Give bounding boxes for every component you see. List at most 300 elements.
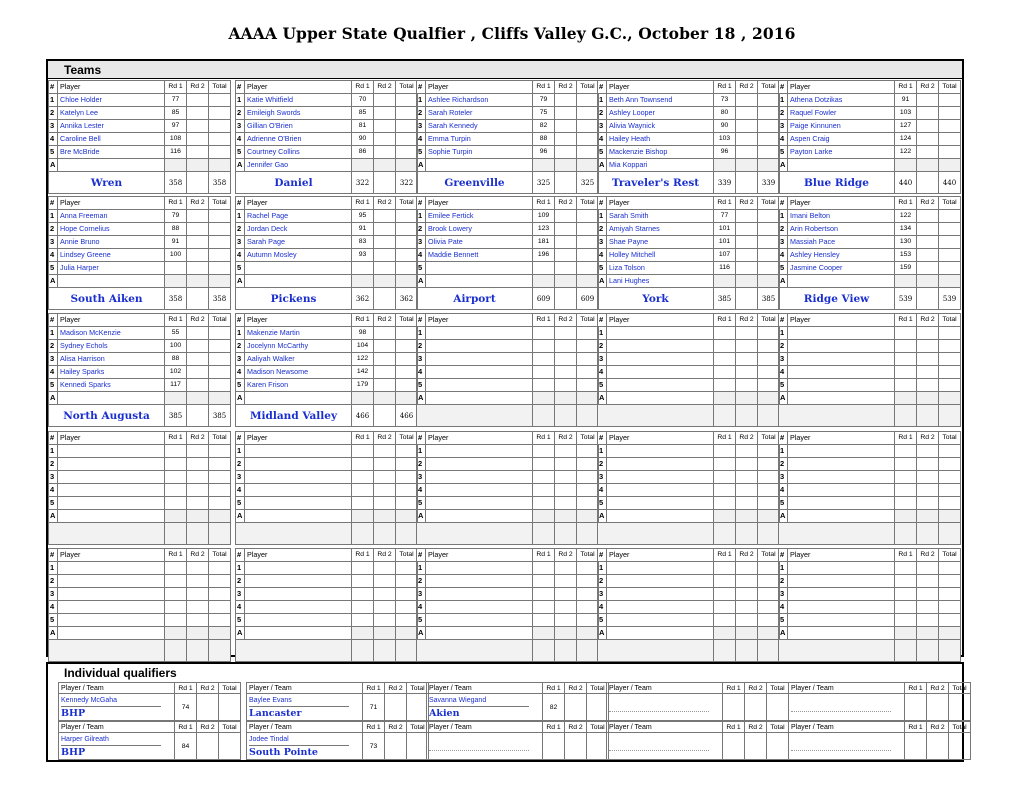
player-rd2 (736, 497, 758, 510)
alternate-label: A (779, 627, 788, 640)
player-row (236, 133, 418, 146)
player-row (598, 249, 780, 262)
player-rd2 (187, 588, 209, 601)
total-header: Total (587, 683, 609, 694)
alternate-name: Lani Hughes (607, 275, 714, 288)
rd2-header: Rd 2 (917, 197, 939, 210)
rd2-header: Rd 2 (187, 432, 209, 445)
qualifier-entry (59, 694, 175, 721)
player-total (396, 94, 418, 107)
total-header: Total (209, 549, 231, 562)
team-total-row (236, 172, 418, 194)
player-name (788, 327, 895, 340)
rd2-header: Rd 2 (927, 683, 949, 694)
team-block (235, 196, 418, 310)
player-header: Player (245, 81, 352, 94)
rd1-header: Rd 1 (533, 197, 555, 210)
player-rd1 (714, 588, 736, 601)
rd2-header: Rd 2 (374, 549, 396, 562)
alternate-name (788, 510, 895, 523)
qualifier-row (59, 733, 241, 760)
player-number: 5 (417, 262, 426, 275)
num-header: # (779, 81, 788, 94)
player-name (245, 601, 352, 614)
team-total: 339 (758, 172, 780, 194)
player-rd2 (736, 120, 758, 133)
num-header: # (417, 549, 426, 562)
qualifier-entry (59, 733, 175, 760)
rd2-header: Rd 2 (917, 314, 939, 327)
team-rd1: 539 (895, 288, 917, 310)
player-total (758, 120, 780, 133)
player-total (396, 146, 418, 159)
player-rd2 (736, 236, 758, 249)
player-rd2 (187, 497, 209, 510)
player-rd1 (895, 614, 917, 627)
player-row (236, 146, 418, 159)
player-header: Player (58, 81, 165, 94)
alternate-label: A (779, 275, 788, 288)
teams-section-label: Teams (64, 63, 102, 77)
player-row (236, 236, 418, 249)
player-row (49, 497, 231, 510)
player-number: 4 (236, 484, 245, 497)
player-number: 3 (49, 120, 58, 133)
player-total (209, 210, 231, 223)
rd1-header: Rd 1 (165, 81, 187, 94)
team-total: 385 (758, 288, 780, 310)
team-rd2 (917, 288, 939, 310)
rd1-header: Rd 1 (723, 683, 745, 694)
player-name: Emilee Fertick (426, 210, 533, 223)
player-total (939, 120, 961, 133)
player-name (58, 471, 165, 484)
team-total-row (417, 640, 599, 662)
player-rd2 (555, 353, 577, 366)
player-rd1 (352, 497, 374, 510)
player-total (577, 614, 599, 627)
team-block (416, 548, 599, 662)
total-header: Total (939, 197, 961, 210)
alternate-label: A (417, 627, 426, 640)
player-row (236, 471, 418, 484)
player-row (779, 210, 961, 223)
player-rd1 (714, 340, 736, 353)
player-rd1: 86 (352, 146, 374, 159)
player-rd2 (736, 379, 758, 392)
player-number: 4 (49, 601, 58, 614)
player-rd1: 117 (165, 379, 187, 392)
player-total (209, 236, 231, 249)
player-number: 4 (49, 484, 58, 497)
player-rd1: 82 (533, 120, 555, 133)
player-number: 1 (236, 562, 245, 575)
player-total (577, 353, 599, 366)
alternate-name: Jennifer Gao (245, 159, 352, 172)
player-name: Paige Kinnunen (788, 120, 895, 133)
qualifier-rd1 (905, 694, 927, 721)
player-rd2 (917, 94, 939, 107)
player-number: 2 (236, 223, 245, 236)
num-header: # (49, 549, 58, 562)
player-rd2 (187, 210, 209, 223)
player-number: 3 (236, 236, 245, 249)
team-total-row (236, 288, 418, 310)
player-rd1: 122 (895, 146, 917, 159)
team-rd1: 609 (533, 288, 555, 310)
player-number: 3 (779, 353, 788, 366)
player-rd2 (736, 484, 758, 497)
team-block (778, 313, 961, 427)
player-rd2 (736, 366, 758, 379)
player-row (598, 379, 780, 392)
player-name (607, 497, 714, 510)
rd1-header: Rd 1 (895, 549, 917, 562)
player-rd1: 101 (714, 223, 736, 236)
player-rd2 (187, 366, 209, 379)
player-number: 1 (598, 210, 607, 223)
team-total: 325 (577, 172, 599, 194)
total-header: Total (939, 314, 961, 327)
player-total (396, 133, 418, 146)
player-number: 5 (779, 146, 788, 159)
player-total (758, 614, 780, 627)
player-rd1 (533, 588, 555, 601)
team-block (235, 431, 418, 545)
player-total (758, 146, 780, 159)
player-number: 1 (779, 445, 788, 458)
player-rd1 (533, 262, 555, 275)
player-rd2 (374, 601, 396, 614)
player-name: Jocelynn McCarthy (245, 340, 352, 353)
player-number: 1 (49, 94, 58, 107)
player-row (49, 445, 231, 458)
player-row (417, 575, 599, 588)
player-rd2 (736, 223, 758, 236)
qualifier-team: Akien (429, 707, 460, 719)
team-rd1: 385 (165, 405, 187, 427)
player-total (396, 249, 418, 262)
player-rd2 (555, 445, 577, 458)
player-name: Sarah Roteler (426, 107, 533, 120)
player-number: 2 (779, 107, 788, 120)
team-block (235, 313, 418, 427)
player-row (598, 601, 780, 614)
player-row (236, 327, 418, 340)
player-rd1: 100 (165, 249, 187, 262)
player-row (417, 379, 599, 392)
player-row (779, 107, 961, 120)
player-name: Alisa Harrison (58, 353, 165, 366)
total-header: Total (939, 432, 961, 445)
player-total (758, 236, 780, 249)
player-total (939, 379, 961, 392)
team-total: 362 (396, 288, 418, 310)
player-total (396, 327, 418, 340)
alternate-label: A (779, 510, 788, 523)
player-rd2 (736, 94, 758, 107)
player-total (758, 94, 780, 107)
player-name: Mackenzie Bishop (607, 146, 714, 159)
alternate-name (788, 159, 895, 172)
player-row (49, 236, 231, 249)
player-rd2 (187, 379, 209, 392)
player-total (396, 471, 418, 484)
alternate-label: A (598, 627, 607, 640)
alternate-label: A (49, 627, 58, 640)
player-name: Sarah Page (245, 236, 352, 249)
individual-qualifier-block (788, 682, 971, 721)
player-header: Player (426, 432, 533, 445)
player-rd2 (555, 327, 577, 340)
num-header: # (779, 197, 788, 210)
player-total (396, 458, 418, 471)
rd1-header: Rd 1 (723, 722, 745, 733)
player-rd2 (187, 340, 209, 353)
player-row (236, 562, 418, 575)
qualifier-rd2 (745, 694, 767, 721)
player-row (236, 614, 418, 627)
player-rd1 (714, 471, 736, 484)
qualifier-row (427, 733, 609, 760)
player-row (49, 340, 231, 353)
player-row (236, 484, 418, 497)
team-total-row (779, 640, 961, 662)
player-number: 5 (598, 379, 607, 392)
player-total (209, 379, 231, 392)
rd2-header: Rd 2 (745, 683, 767, 694)
player-row (598, 445, 780, 458)
player-total (577, 497, 599, 510)
player-name: Maddie Bennett (426, 249, 533, 262)
player-row (779, 445, 961, 458)
player-total (577, 366, 599, 379)
player-number: 3 (236, 471, 245, 484)
player-row (598, 223, 780, 236)
player-row (779, 120, 961, 133)
player-total (396, 223, 418, 236)
player-row (598, 120, 780, 133)
player-total (209, 445, 231, 458)
player-rd1 (714, 562, 736, 575)
qualifier-rd1: 73 (363, 733, 385, 760)
player-total (209, 146, 231, 159)
player-total (396, 614, 418, 627)
rd1-header: Rd 1 (363, 683, 385, 694)
num-header: # (236, 549, 245, 562)
rd2-header: Rd 2 (927, 722, 949, 733)
player-total (209, 262, 231, 275)
player-rd2 (187, 484, 209, 497)
player-rd1: 80 (714, 107, 736, 120)
player-name (245, 471, 352, 484)
player-number: 3 (417, 471, 426, 484)
player-total (396, 497, 418, 510)
alternate-name (426, 159, 533, 172)
alternate-name (788, 392, 895, 405)
player-number: 1 (49, 445, 58, 458)
player-name: Bre McBride (58, 146, 165, 159)
player-row (598, 471, 780, 484)
qualifier-name: Jodee Tindal (249, 735, 289, 743)
total-header: Total (396, 197, 418, 210)
rd1-header: Rd 1 (352, 549, 374, 562)
total-header: Total (767, 683, 789, 694)
total-header: Total (209, 197, 231, 210)
player-rd1: 79 (165, 210, 187, 223)
player-number: 2 (236, 458, 245, 471)
player-row (236, 94, 418, 107)
player-total (939, 562, 961, 575)
team-rd1: 322 (352, 172, 374, 194)
player-total (396, 588, 418, 601)
player-total (577, 120, 599, 133)
team-total-row (236, 640, 418, 662)
rd1-header: Rd 1 (895, 197, 917, 210)
rd1-header: Rd 1 (352, 432, 374, 445)
qualifier-total (767, 733, 789, 760)
alternate-row (598, 159, 780, 172)
player-name: Annie Bruno (58, 236, 165, 249)
player-name (426, 588, 533, 601)
player-rd2 (917, 575, 939, 588)
player-name (607, 353, 714, 366)
player-name (58, 614, 165, 627)
team-name: Traveler's Rest (598, 172, 714, 194)
player-rd2 (374, 340, 396, 353)
num-header: # (417, 81, 426, 94)
player-name (607, 366, 714, 379)
player-rd1: 122 (352, 353, 374, 366)
player-row (417, 614, 599, 627)
team-total-row (49, 172, 231, 194)
player-row (417, 340, 599, 353)
player-team-header: Player / Team (789, 683, 905, 694)
player-name: Kennedi Sparks (58, 379, 165, 392)
player-number: 3 (417, 353, 426, 366)
player-total (577, 445, 599, 458)
player-rd2 (555, 210, 577, 223)
player-row (417, 94, 599, 107)
rd1-header: Rd 1 (543, 722, 565, 733)
player-name: Alivia Waynick (607, 120, 714, 133)
rd1-header: Rd 1 (533, 314, 555, 327)
player-rd1 (895, 458, 917, 471)
player-rd1: 85 (352, 107, 374, 120)
player-total (577, 223, 599, 236)
player-rd2 (187, 471, 209, 484)
player-name (607, 327, 714, 340)
player-rd2 (555, 94, 577, 107)
rd2-header: Rd 2 (565, 722, 587, 733)
player-rd1 (165, 588, 187, 601)
player-row (417, 471, 599, 484)
player-row (49, 120, 231, 133)
rd1-header: Rd 1 (533, 549, 555, 562)
player-number: 5 (417, 497, 426, 510)
player-rd2 (917, 340, 939, 353)
rd1-header: Rd 1 (352, 314, 374, 327)
qualifier-rd1: 82 (543, 694, 565, 721)
player-total (396, 379, 418, 392)
player-row (598, 458, 780, 471)
player-number: 1 (236, 94, 245, 107)
qualifier-rd1 (905, 733, 927, 760)
player-rd2 (736, 107, 758, 120)
player-header: Player (426, 81, 533, 94)
player-rd1 (895, 471, 917, 484)
player-total (939, 366, 961, 379)
player-rd1 (895, 497, 917, 510)
player-total (577, 484, 599, 497)
rd2-header: Rd 2 (385, 722, 407, 733)
player-name: Courtney Collins (245, 146, 352, 159)
player-row (779, 588, 961, 601)
player-total (577, 601, 599, 614)
player-total (939, 458, 961, 471)
qualifier-total (219, 733, 241, 760)
player-total (209, 340, 231, 353)
rd2-header: Rd 2 (736, 314, 758, 327)
player-name: Payton Larke (788, 146, 895, 159)
player-row (598, 94, 780, 107)
qualifier-rd2 (385, 733, 407, 760)
alternate-label: A (417, 159, 426, 172)
alternate-row (49, 510, 231, 523)
rd2-header: Rd 2 (736, 81, 758, 94)
player-row (598, 133, 780, 146)
player-team-header: Player / Team (59, 683, 175, 694)
player-rd1 (895, 327, 917, 340)
team-total: 358 (209, 172, 231, 194)
player-number: 1 (779, 210, 788, 223)
rd1-header: Rd 1 (175, 683, 197, 694)
player-rd2 (917, 146, 939, 159)
rd1-header: Rd 1 (165, 549, 187, 562)
player-total (209, 249, 231, 262)
player-name (245, 575, 352, 588)
player-rd2 (555, 614, 577, 627)
team-rd2 (374, 288, 396, 310)
player-total (396, 120, 418, 133)
player-number: 2 (598, 575, 607, 588)
player-total (396, 445, 418, 458)
player-number: 2 (417, 575, 426, 588)
player-rd2 (555, 601, 577, 614)
player-rd2 (736, 340, 758, 353)
qualifier-rd1 (723, 694, 745, 721)
player-rd1 (165, 445, 187, 458)
player-total (939, 107, 961, 120)
player-number: 3 (598, 236, 607, 249)
player-total (758, 601, 780, 614)
player-rd1 (352, 588, 374, 601)
player-total (577, 379, 599, 392)
team-rd1: 358 (165, 288, 187, 310)
player-row (779, 497, 961, 510)
player-rd2 (374, 107, 396, 120)
rd1-header: Rd 1 (714, 314, 736, 327)
alternate-label: A (598, 275, 607, 288)
player-rd1: 109 (533, 210, 555, 223)
player-rd2 (187, 262, 209, 275)
player-rd1: 90 (714, 120, 736, 133)
team-rd1: 466 (352, 405, 374, 427)
player-name (607, 601, 714, 614)
player-rd2 (555, 575, 577, 588)
player-total (758, 445, 780, 458)
player-number: 2 (779, 458, 788, 471)
